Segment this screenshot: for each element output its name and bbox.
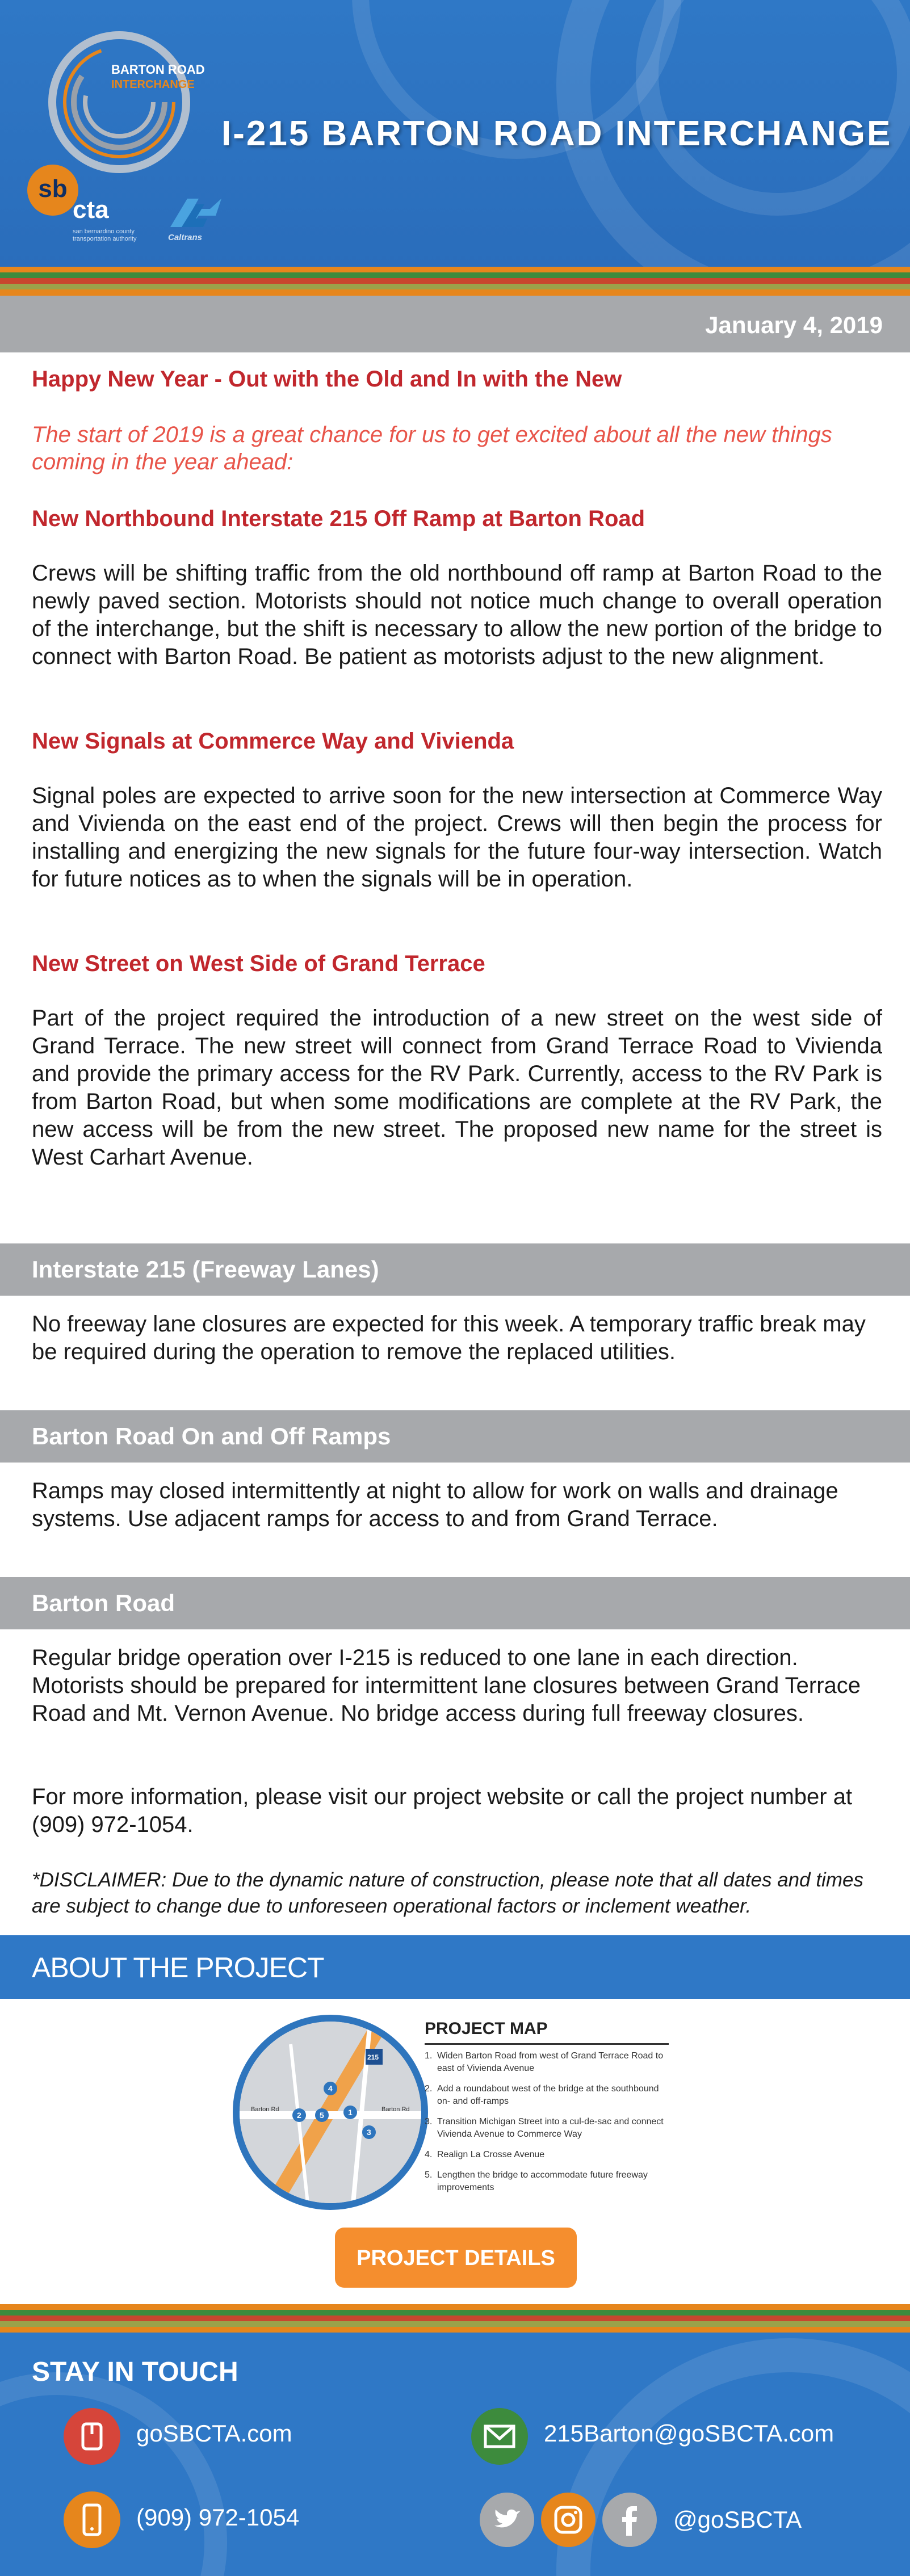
email-icon[interactable]: [471, 2408, 528, 2465]
project-map-image: [233, 2015, 428, 2210]
logo-wordmark: [111, 62, 205, 92]
item-block: [32, 505, 882, 533]
cta-wordmark: cta: [73, 196, 109, 224]
band-title: Barton Road: [32, 1590, 175, 1616]
website-icon[interactable]: [64, 2408, 120, 2465]
item-body-block: [32, 560, 882, 671]
item-heading: New Northbound Interstate 215 Off Ramp at Barton Road: [32, 506, 645, 531]
map-label-barton-east: Barton Rd: [381, 2106, 410, 2113]
map-title-rule: [425, 2043, 669, 2045]
caltrans-label: Caltrans: [168, 233, 203, 242]
footer-stripe-olive: [0, 2321, 910, 2327]
svg-text:2: 2: [297, 2111, 301, 2120]
map-label-barton-west: Barton Rd: [251, 2106, 279, 2113]
map-legend-text: Lengthen the bridge to accommodate future freeway improvements: [437, 2170, 648, 2192]
twitter-icon[interactable]: [480, 2493, 534, 2547]
project-details-button[interactable]: PROJECT DETAILS: [335, 2228, 577, 2288]
barton-road-logo-icon: [45, 28, 193, 176]
sbcta-logo-icon: sb: [27, 165, 78, 216]
band-body: Regular bridge operation over I-215 is reduced to one lane in each direction. Motorists should be prepared for intermittent lane closures between Grand Terrace Road and Mt. Vernon Avenue. No bridge access during full freeway closures.: [32, 1645, 861, 1726]
svg-text:3: 3: [367, 2128, 371, 2137]
facebook-icon[interactable]: [602, 2493, 657, 2547]
about-band: [0, 1935, 910, 1999]
footer-stripe-orange-2: [0, 2327, 910, 2333]
map-legend-text: Widen Barton Road from west of Grand Terrace Road to east of Vivienda Avenue: [437, 2051, 664, 2073]
band-body: No freeway lane closures are expected for this week. A temporary traffic break may be required during the operation to remove the replaced utilities.: [32, 1312, 866, 1364]
map-legend-item: 2. Add a roundabout west of the bridge at the southbound on- and off-ramps: [425, 2084, 659, 2106]
stripe-red: [0, 278, 910, 284]
footer-stripe-orange: [0, 2304, 910, 2310]
logo-line-2: INTERCHANGE: [111, 78, 195, 91]
item-block: [32, 949, 882, 978]
footer-stripe-red: [0, 2316, 910, 2321]
svg-text:1: 1: [348, 2108, 353, 2117]
project-map-drawing: [240, 2022, 421, 2203]
band-body-block: [32, 1310, 882, 1366]
stripe-orange: [0, 267, 910, 272]
section-heading: Happy New Year - Out with the Old and In with the New: [32, 367, 622, 392]
website-link[interactable]: goSBCTA.com: [136, 2420, 292, 2447]
stripe-olive: [0, 284, 910, 289]
footer: [0, 2304, 910, 2576]
map-legend-text: Add a roundabout west of the bridge at the southbound on- and off-ramps: [437, 2084, 659, 2106]
more-info-block: [32, 1783, 882, 1839]
intro-text: The start of 2019 is a great chance for us to get excited about all the new things coming in the year ahead:: [32, 422, 832, 474]
item-body: Crews will be shifting traffic from the old northbound off ramp at Barton Road to the newly paved section. Motorists should not notice much change to overall operation of the interchange, but the shift is necessary to allow the new portion of the bridge to connect with Barton Road. Be patient as motorists adjust to the new alignment.: [32, 561, 882, 669]
logo-line-1: BARTON ROAD: [111, 62, 205, 77]
item-body: Signal poles are expected to arrive soon for the new intersection at Commerce Way and Vivienda on the east end of the project. Crews will then begin the process for installing and energizing the new signals for the future four-way intersection. Watch for future notices as to when the signals will be in operation.: [32, 783, 882, 892]
phone-link[interactable]: (909) 972-1054: [136, 2504, 300, 2531]
map-legend-text: Realign La Crosse Avenue: [437, 2150, 545, 2159]
band-body-block: [32, 1477, 882, 1533]
stay-in-touch-title: STAY IN TOUCH: [32, 2357, 238, 2387]
item-body: Part of the project required the introduction of a new street on the west side of Grand Terrace. The new street will connect from Grand Terrace Road to Vivienda and provide the primary access for the RV Park. Currently, access to the RV Park is from Barton Road, but when some modifications are complete at the RV Park, the new access will be from the new street. The proposed new name for the street is West Carhart Avenue.: [32, 1006, 882, 1170]
about-title: ABOUT THE PROJECT: [32, 1952, 324, 1984]
band-body: Ramps may closed intermittently at night to allow for work on walls and drainage systems. Use adjacent ramps for access to and from Grand Terrace.: [32, 1478, 838, 1531]
stripe-green: [0, 272, 910, 278]
map-shield-label: 215: [367, 2053, 379, 2061]
map-legend-list: [425, 2050, 674, 2202]
map-legend-item: 1. Widen Barton Road from west of Grand Terrace Road to east of Vivienda Avenue: [425, 2051, 664, 2073]
map-legend-item: 5. Lengthen the bridge to accommodate future freeway improvements: [425, 2170, 648, 2192]
instagram-icon[interactable]: [541, 2493, 596, 2547]
map-legend-item: 4. Realign La Crosse Avenue: [425, 2150, 545, 2159]
phone-icon[interactable]: [64, 2491, 120, 2548]
item-block: [32, 727, 882, 755]
band-barton-road: [0, 1577, 910, 1629]
band-title: Barton Road On and Off Ramps: [32, 1423, 391, 1449]
header-banner: [0, 0, 910, 267]
issue-date: January 4, 2019: [705, 312, 883, 338]
social-handle[interactable]: @goSBCTA: [673, 2506, 802, 2533]
map-legend-text: Transition Michigan Street into a cul-de-sac and connect Vivienda Avenue to Commerce Way: [437, 2117, 664, 2139]
more-info-text: For more information, please visit our project website or call the project number at (909) 972-1054.: [32, 1784, 853, 1837]
map-title: PROJECT MAP: [425, 2019, 548, 2038]
date-bar: [0, 296, 910, 352]
cta-tagline: san bernardino county transportation authority: [73, 228, 137, 242]
page-title: I-215 BARTON ROAD INTERCHANGE: [221, 114, 892, 153]
caltrans-logo-icon: [165, 193, 227, 233]
item-heading: New Street on West Side of Grand Terrace: [32, 951, 485, 976]
footer-stripe-green: [0, 2310, 910, 2316]
main-section: [32, 365, 882, 393]
item-body-block: [32, 782, 882, 893]
map-legend-item: 3. Transition Michigan Street into a cul-de-sac and connect Vivienda Avenue to Commerce Way: [425, 2117, 664, 2139]
stripe-orange-2: [0, 289, 910, 296]
email-link[interactable]: 215Barton@goSBCTA.com: [544, 2420, 834, 2447]
band-ramps: [0, 1410, 910, 1463]
disclaimer-text: *DISCLAIMER: Due to the dynamic nature of construction, please note that all dates and times are subject to change due to unforeseen operational factors or inclement weather.: [32, 1869, 863, 1917]
svg-text:5: 5: [320, 2111, 324, 2120]
band-title: Interstate 215 (Freeway Lanes): [32, 1256, 379, 1283]
svg-text:4: 4: [328, 2084, 333, 2093]
disclaimer-block: [32, 1867, 882, 1919]
intro-block: [32, 421, 882, 476]
item-heading: New Signals at Commerce Way and Vivienda: [32, 729, 514, 754]
item-body-block: [32, 1005, 882, 1171]
band-freeway-lanes: [0, 1243, 910, 1296]
band-body-block: [32, 1644, 882, 1728]
